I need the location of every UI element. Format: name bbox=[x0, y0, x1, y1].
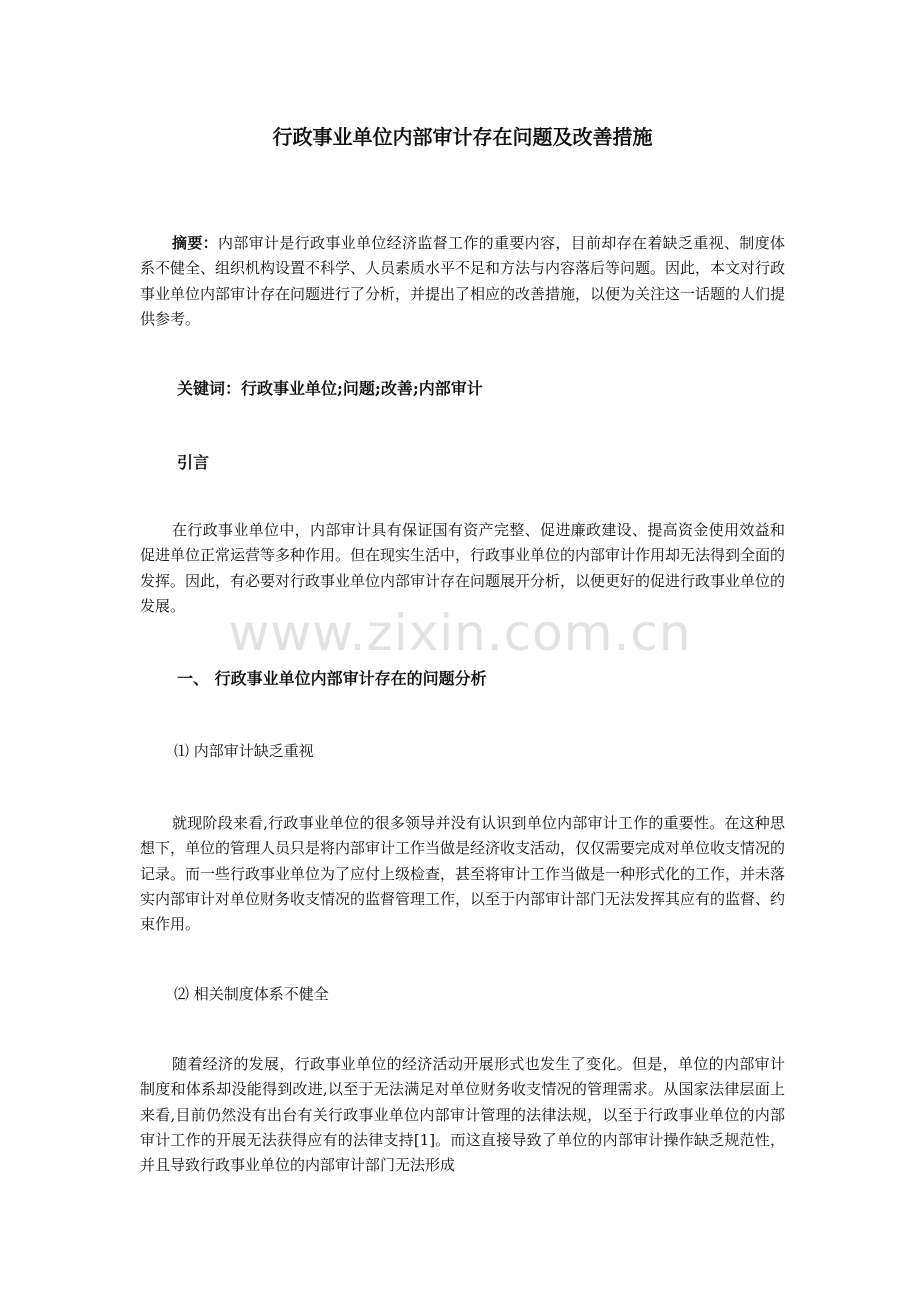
abstract-text: 内部审计是行政事业单位经济监督工作的重要内容，目前却存在着缺乏重视、制度体系不健全、组织机构设置不科学、人员素质水平不足和方法与内容落后等问题。因此，本文对行政事业单位内部审计存在问题进行了分析，并提出了相应的改善措施，以便为关注这一话题的人们提供参考。 bbox=[140, 234, 786, 328]
subsection2-paragraph: 随着经济的发展，行政事业单位的经济活动开展形式也发生了变化。但是，单位的内部审计制度和体系却没能得到改进,以至于无法满足对单位财务收支情况的管理需求。从国家法律层面上来看,目前仍然没有出台有关行政事业单位内部审计管理的法律法规，以至于行政事业单位的内部审计工作的开展无法获得应有的法律支持[1]。而这直接导致了单位的内部审计操作缺乏规范性，并且导致行政事业单位的内部审计部门无法形成 bbox=[140, 1055, 785, 1175]
subsection2-heading: ⑵ 相关制度体系不健全 bbox=[174, 985, 329, 1003]
keywords-line: 关键词：行政事业单位;问题;改善;内部审计 bbox=[177, 379, 483, 398]
subsection1-paragraph: 就现阶段来看,行政事业单位的很多领导并没有认识到单位内部审计工作的重要性。在这种思想下，单位的管理人员只是将内部审计工作当做是经济收支活动，仅仅需要完成对单位收支情况的记录。而一些行政事业单位为了应付上级检查，甚至将审计工作当做是一种形式化的工作，并未落实内部审计对单位财务收支情况的监督管理工作，以至于内部审计部门无法发挥其应有的监督、约束作用。 bbox=[140, 814, 786, 934]
abstract-paragraph bbox=[140, 231, 785, 332]
intro-paragraph: 在行政事业单位中，内部审计具有保证国有资产完整、促进廉政建设、提高资金使用效益和促进单位正常运营等多种作用。但在现实生活中，行政事业单位的内部审计作用却无法得到全面的发挥。因此，有必要对行政事业单位内部审计存在问题展开分析，以便更好的促进行政事业单位的发展。 bbox=[140, 521, 786, 615]
document-title: 行政事业单位内部审计存在问题及改善措施 bbox=[272, 125, 653, 149]
subsection1-heading: ⑴ 内部审计缺乏重视 bbox=[174, 742, 314, 760]
abstract-label: 摘要： bbox=[172, 234, 218, 252]
watermark-text: www.zixin.com.cn bbox=[228, 604, 692, 662]
section1-heading: 一、 行政事业单位内部审计存在的问题分析 bbox=[177, 669, 487, 688]
intro-heading: 引言 bbox=[177, 453, 210, 472]
